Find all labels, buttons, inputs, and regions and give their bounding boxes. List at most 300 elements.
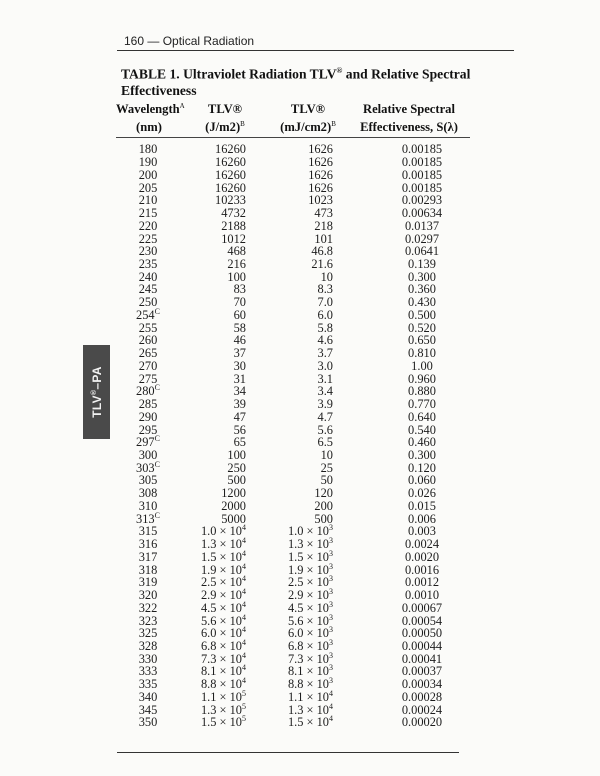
tlv-j-value: 10233 bbox=[215, 193, 246, 208]
wavelength-value: 270 bbox=[138, 358, 158, 373]
tlv-j-cell bbox=[182, 398, 268, 411]
tlv-mj-value: 8.1 × 10 bbox=[287, 664, 329, 679]
rse-value: 0.00185 bbox=[401, 180, 443, 195]
tlv-mj-value: 1626 bbox=[308, 142, 333, 157]
tlv-mj-value: 7.0 bbox=[317, 295, 333, 310]
tlv-j-exponent: 4 bbox=[242, 548, 246, 558]
wavelength-value: 265 bbox=[138, 346, 158, 361]
tlv-j-cell bbox=[182, 322, 268, 335]
wavelength-value: 254 bbox=[136, 307, 155, 322]
wavelength-cell bbox=[116, 716, 182, 729]
wavelength-value: 340 bbox=[138, 689, 158, 704]
side-tab-text: TLV bbox=[89, 395, 104, 418]
rse-value: 0.00028 bbox=[401, 689, 443, 704]
tlv-mj-value: 1.3 × 10 bbox=[287, 537, 329, 552]
tlv-mj-value: 10 bbox=[320, 269, 333, 284]
tlv-j-cell bbox=[182, 233, 268, 246]
tlv-mj-value: 218 bbox=[314, 218, 333, 233]
rse-value: 0.520 bbox=[408, 320, 436, 335]
tlv-mj-cell bbox=[268, 233, 348, 246]
tlv-j-cell bbox=[182, 271, 268, 284]
tlv-mj-value: 200 bbox=[314, 498, 333, 513]
tlv-mj-value: 6.0 bbox=[317, 307, 333, 322]
tlv-mj-cell bbox=[268, 138, 348, 156]
tlv-j-cell bbox=[182, 347, 268, 360]
header-line2: (nm) bbox=[136, 120, 162, 135]
rse-value: 0.00020 bbox=[401, 715, 443, 730]
wavelength-footnote: C bbox=[154, 434, 160, 444]
tlv-mj-value: 7.3 × 10 bbox=[287, 651, 329, 666]
tlv-j-cell bbox=[182, 385, 268, 398]
tlv-j-value: 46 bbox=[233, 333, 246, 348]
header-line2-sup: B bbox=[240, 120, 245, 129]
tlv-j-value: 56 bbox=[233, 422, 246, 437]
wavelength-value: 330 bbox=[138, 651, 158, 666]
wavelength-value: 320 bbox=[138, 588, 158, 603]
tlv-mj-value: 1.1 × 10 bbox=[287, 689, 329, 704]
tlv-j-cell bbox=[182, 462, 268, 475]
rse-value: 0.0641 bbox=[404, 244, 440, 259]
wavelength-value: 200 bbox=[138, 167, 158, 182]
tlv-mj-exponent: 3 bbox=[329, 586, 333, 596]
tlv-mj-exponent: 4 bbox=[329, 714, 333, 724]
tlv-mj-value: 3.9 bbox=[317, 397, 333, 412]
tlv-j-exponent: 4 bbox=[242, 625, 246, 635]
rse-value: 0.810 bbox=[408, 346, 436, 361]
rse-value: 0.640 bbox=[408, 409, 436, 424]
wavelength-value: 260 bbox=[138, 333, 158, 348]
tlv-j-cell bbox=[182, 138, 268, 156]
wavelength-value: 295 bbox=[138, 422, 158, 437]
wavelength-value: 297 bbox=[136, 435, 155, 450]
tlv-mj-cell bbox=[268, 296, 348, 309]
tlv-j-value: 5000 bbox=[221, 511, 246, 526]
tlv-j-value: 500 bbox=[227, 473, 246, 488]
header-line1: TLV® bbox=[290, 102, 326, 117]
tlv-j-value: 16260 bbox=[215, 142, 246, 157]
rse-value: 0.00185 bbox=[401, 155, 443, 170]
rse-value: 0.139 bbox=[408, 256, 436, 271]
rse-value: 0.00044 bbox=[401, 639, 443, 654]
header-line1: TLV® bbox=[207, 102, 243, 117]
tlv-mj-exponent: 3 bbox=[329, 574, 333, 584]
tlv-mj-value: 1626 bbox=[308, 180, 333, 195]
rse-value: 0.0024 bbox=[404, 537, 440, 552]
tlv-mj-value: 8.3 bbox=[317, 282, 333, 297]
rse-value: 0.00037 bbox=[401, 664, 443, 679]
table-row bbox=[116, 138, 470, 156]
tlv-mj-exponent: 4 bbox=[329, 688, 333, 698]
table-title-prefix: TABLE 1. Ultraviolet Radiation TLV bbox=[121, 66, 337, 82]
tlv-mj-value: 4.7 bbox=[317, 409, 333, 424]
tlv-mj-value: 120 bbox=[314, 486, 333, 501]
tlv-mj-exponent: 3 bbox=[329, 650, 333, 660]
tlv-j-value: 1.5 × 10 bbox=[200, 549, 242, 564]
tlv-j-exponent: 5 bbox=[242, 714, 246, 724]
rse-value: 0.006 bbox=[408, 511, 436, 526]
tlv-mj-cell bbox=[268, 322, 348, 335]
wavelength-value: 319 bbox=[138, 575, 158, 590]
tlv-mj-header bbox=[268, 99, 348, 138]
rse-value: 0.960 bbox=[408, 371, 436, 386]
header-rule bbox=[117, 50, 514, 51]
rse-value: 0.300 bbox=[408, 448, 436, 462]
tlv-mj-value: 1.0 × 10 bbox=[287, 524, 329, 539]
rse-value: 0.00185 bbox=[401, 167, 443, 182]
tlv-j-exponent: 4 bbox=[242, 574, 246, 584]
tlv-mj-value: 1.5 × 10 bbox=[287, 549, 329, 564]
tlv-mj-value: 3.1 bbox=[317, 371, 333, 386]
tlv-mj-cell bbox=[268, 449, 348, 462]
tlv-mj-cell bbox=[268, 271, 348, 284]
tlv-mj-cell bbox=[268, 360, 348, 373]
tlv-j-cell bbox=[182, 334, 268, 347]
rse-value: 0.0297 bbox=[404, 231, 440, 246]
tlv-mj-value: 21.6 bbox=[311, 256, 333, 271]
rse-cell bbox=[348, 138, 470, 156]
tlv-mj-exponent: 3 bbox=[329, 561, 333, 571]
tlv-mj-exponent: 3 bbox=[329, 523, 333, 533]
table-row bbox=[116, 716, 470, 729]
rse-value: 0.00293 bbox=[401, 193, 443, 208]
tlv-j-value: 58 bbox=[233, 320, 246, 335]
header-line2-sup: B bbox=[331, 120, 336, 129]
wavelength-value: 220 bbox=[138, 218, 158, 233]
running-head: 160 — Optical Radiation bbox=[124, 34, 255, 48]
tlv-j-value: 216 bbox=[227, 256, 246, 271]
tlv-j-value: 34 bbox=[233, 384, 246, 399]
wavelength-cell bbox=[116, 138, 182, 156]
wavelength-value: 303 bbox=[136, 460, 155, 475]
tlv-j-exponent: 4 bbox=[242, 536, 246, 546]
tlv-mj-value: 1626 bbox=[308, 167, 333, 182]
tlv-mj-exponent: 3 bbox=[329, 663, 333, 673]
tlv-j-value: 31 bbox=[233, 371, 246, 386]
tlv-mj-cell bbox=[268, 716, 348, 729]
rse-cell bbox=[348, 716, 470, 729]
rse-value: 0.015 bbox=[408, 498, 436, 513]
tlv-j-value: 6.8 × 10 bbox=[200, 639, 242, 654]
wavelength-value: 335 bbox=[138, 677, 158, 692]
wavelength-footnote: C bbox=[154, 510, 160, 520]
wavelength-footnote: C bbox=[154, 383, 160, 393]
tlv-mj-exponent: 3 bbox=[329, 548, 333, 558]
wavelength-footnote: C bbox=[154, 459, 160, 469]
tlv-j-value: 1.3 × 10 bbox=[200, 537, 242, 552]
tlv-mj-cell bbox=[268, 334, 348, 347]
tlv-mj-value: 1.9 × 10 bbox=[287, 562, 329, 577]
wavelength-value: 240 bbox=[138, 269, 158, 284]
tlv-mj-value: 1.5 × 10 bbox=[287, 715, 329, 730]
wavelength-value: 308 bbox=[138, 486, 158, 501]
tlv-j-exponent: 4 bbox=[242, 637, 246, 647]
tlv-j-exponent: 4 bbox=[242, 586, 246, 596]
tlv-mj-value: 2.9 × 10 bbox=[287, 588, 329, 603]
tlv-j-cell bbox=[182, 296, 268, 309]
rse-value: 0.460 bbox=[408, 435, 436, 450]
tlv-j-exponent: 5 bbox=[242, 688, 246, 698]
wavelength-value: 323 bbox=[138, 613, 158, 628]
tlv-mj-cell bbox=[268, 385, 348, 398]
wavelength-value: 345 bbox=[138, 702, 158, 717]
tlv-j-exponent: 4 bbox=[242, 676, 246, 686]
tlv-mj-cell bbox=[268, 398, 348, 411]
tlv-j-exponent: 4 bbox=[242, 523, 246, 533]
tlv-j-value: 47 bbox=[233, 409, 246, 424]
tlv-mj-exponent: 4 bbox=[329, 701, 333, 711]
tlv-mj-cell bbox=[268, 373, 348, 386]
header-line1-sup: A bbox=[179, 102, 185, 110]
tlv-j-value: 2.9 × 10 bbox=[200, 588, 242, 603]
rse-value: 0.770 bbox=[408, 397, 436, 412]
tlv-mj-cell bbox=[268, 347, 348, 360]
tlv-mj-value: 1.3 × 10 bbox=[287, 702, 329, 717]
wavelength-footnote: C bbox=[154, 306, 160, 316]
section-side-tab bbox=[83, 345, 110, 439]
tlv-mj-value: 46.8 bbox=[311, 244, 333, 259]
tlv-j-exponent: 4 bbox=[242, 561, 246, 571]
tlv-j-cell bbox=[182, 309, 268, 322]
wavelength-value: 245 bbox=[138, 282, 158, 297]
tlv-j-value: 37 bbox=[233, 346, 246, 361]
tlv-mj-exponent: 3 bbox=[329, 536, 333, 546]
tlv-mj-exponent: 3 bbox=[329, 637, 333, 647]
rse-value: 0.00050 bbox=[401, 626, 443, 641]
tlv-mj-cell bbox=[268, 245, 348, 258]
wavelength-value: 315 bbox=[138, 524, 158, 539]
tlv-mj-exponent: 3 bbox=[329, 599, 333, 609]
wavelength-value: 322 bbox=[138, 600, 158, 615]
rse-value: 0.00024 bbox=[401, 702, 443, 717]
tlv-mj-value: 6.0 × 10 bbox=[287, 626, 329, 641]
tlv-j-value: 4732 bbox=[221, 206, 246, 221]
tlv-j-value: 4.5 × 10 bbox=[200, 600, 242, 615]
tlv-mj-cell bbox=[268, 411, 348, 424]
header-line2: (mJ/cm2) bbox=[280, 120, 332, 135]
side-tab-sup: ® bbox=[90, 389, 98, 396]
tlv-mj-value: 2.5 × 10 bbox=[287, 575, 329, 590]
rse-cell bbox=[348, 347, 470, 360]
rse-value: 0.00034 bbox=[401, 677, 443, 692]
tlv-mj-cell bbox=[268, 309, 348, 322]
wavelength-value: 250 bbox=[138, 295, 158, 310]
wavelength-value: 317 bbox=[138, 549, 158, 564]
rse-value: 0.00185 bbox=[401, 142, 443, 157]
tlv-j-value: 1.9 × 10 bbox=[200, 562, 242, 577]
rse-value: 0.120 bbox=[408, 460, 436, 475]
tlv-j-value: 250 bbox=[227, 460, 246, 475]
tlv-j-value: 8.8 × 10 bbox=[200, 677, 242, 692]
rse-value: 0.00054 bbox=[401, 613, 443, 628]
tlv-mj-value: 1626 bbox=[308, 155, 333, 170]
tlv-j-value: 83 bbox=[233, 282, 246, 297]
tlv-j-cell bbox=[182, 258, 268, 271]
tlv-j-value: 100 bbox=[227, 269, 246, 284]
wavelength-value: 313 bbox=[136, 511, 155, 526]
tlv-j-cell bbox=[182, 411, 268, 424]
tlv-j-cell bbox=[182, 283, 268, 296]
tlv-j-exponent: 4 bbox=[242, 650, 246, 660]
tlv-j-value: 468 bbox=[227, 244, 246, 259]
rse-value: 0.500 bbox=[408, 307, 436, 322]
wavelength-value: 305 bbox=[138, 473, 158, 488]
tlv-mj-cell bbox=[268, 436, 348, 449]
rse-value: 0.060 bbox=[408, 473, 436, 488]
rse-value: 0.00634 bbox=[401, 206, 443, 221]
tlv-mj-value: 1023 bbox=[308, 193, 333, 208]
tlv-mj-exponent: 3 bbox=[329, 676, 333, 686]
data-table bbox=[116, 99, 470, 729]
tlv-mj-cell bbox=[268, 487, 348, 500]
tlv-j-exponent: 4 bbox=[242, 612, 246, 622]
side-tab-suffix: –PA bbox=[89, 366, 104, 390]
rse-value: 0.00067 bbox=[401, 600, 443, 615]
tlv-j-cell bbox=[182, 436, 268, 449]
rse-value: 0.300 bbox=[408, 269, 436, 284]
tlv-j-value: 2188 bbox=[221, 218, 246, 233]
tlv-j-value: 65 bbox=[233, 435, 246, 450]
tlv-mj-exponent: 3 bbox=[329, 612, 333, 622]
tlv-mj-cell bbox=[268, 474, 348, 487]
wavelength-value: 235 bbox=[138, 256, 158, 271]
tlv-mj-value: 5.6 bbox=[317, 422, 333, 437]
tlv-mj-value: 3.7 bbox=[317, 346, 333, 361]
tlv-j-cell bbox=[182, 373, 268, 386]
wavelength-value: 180 bbox=[138, 142, 158, 157]
tlv-mj-value: 101 bbox=[314, 231, 333, 246]
wavelength-value: 275 bbox=[138, 371, 158, 386]
wavelength-value: 230 bbox=[138, 244, 158, 259]
table-title-suffix: and Relative Spectral Effectiveness bbox=[121, 66, 471, 98]
tlv-j-value: 70 bbox=[233, 295, 246, 310]
tlv-j-cell bbox=[182, 716, 268, 729]
tlv-j-value: 16260 bbox=[215, 167, 246, 182]
wavelength-value: 290 bbox=[138, 409, 158, 424]
tlv-j-cell bbox=[182, 449, 268, 462]
wavelength-value: 333 bbox=[138, 664, 158, 679]
tlv-j-value: 5.6 × 10 bbox=[200, 613, 242, 628]
tlv-j-value: 1.0 × 10 bbox=[200, 524, 242, 539]
tlv-j-value: 100 bbox=[227, 448, 246, 462]
bottom-rule bbox=[117, 752, 459, 753]
wavelength-value: 350 bbox=[138, 715, 158, 730]
tlv-j-cell bbox=[182, 245, 268, 258]
rse-value: 1.00 bbox=[411, 358, 433, 373]
tlv-mj-value: 473 bbox=[314, 206, 333, 221]
wavelength-header bbox=[116, 99, 185, 138]
side-tab-label bbox=[90, 366, 104, 418]
header-line1: Wavelength bbox=[116, 102, 180, 117]
rse-value: 0.880 bbox=[408, 384, 436, 399]
tlv-j-value: 16260 bbox=[215, 155, 246, 170]
rse-value: 0.540 bbox=[408, 422, 436, 437]
rse-value: 0.026 bbox=[408, 486, 436, 501]
tlv-j-value: 7.3 × 10 bbox=[200, 651, 242, 666]
wavelength-value: 325 bbox=[138, 626, 158, 641]
rse-value: 0.430 bbox=[408, 295, 436, 310]
tlv-j-value: 6.0 × 10 bbox=[200, 626, 242, 641]
tlv-j-value: 1012 bbox=[221, 231, 246, 246]
tlv-j-value: 2000 bbox=[221, 498, 246, 513]
rse-value: 0.0137 bbox=[404, 218, 440, 233]
tlv-mj-cell bbox=[268, 283, 348, 296]
rse-value: 0.0010 bbox=[404, 588, 440, 603]
tlv-j-cell bbox=[182, 424, 268, 437]
wavelength-value: 316 bbox=[138, 537, 158, 552]
uv-tlv-table bbox=[116, 99, 470, 729]
tlv-mj-value: 4.6 bbox=[317, 333, 333, 348]
tlv-mj-value: 50 bbox=[320, 473, 333, 488]
tlv-j-exponent: 4 bbox=[242, 663, 246, 673]
tlv-mj-cell bbox=[268, 462, 348, 475]
table-title-sup: ® bbox=[336, 66, 343, 75]
header-line2: Effectiveness, S(λ) bbox=[360, 120, 458, 135]
rse-value: 0.0012 bbox=[404, 575, 440, 590]
tlv-mj-value: 10 bbox=[320, 448, 333, 462]
wavelength-value: 285 bbox=[138, 397, 158, 412]
tlv-j-value: 30 bbox=[233, 358, 246, 373]
tlv-mj-cell bbox=[268, 194, 348, 207]
header-line2: (J/m2) bbox=[205, 120, 241, 135]
rse-value: 0.360 bbox=[408, 282, 436, 297]
tlv-j-exponent: 5 bbox=[242, 701, 246, 711]
wavelength-value: 210 bbox=[138, 193, 158, 208]
wavelength-value: 190 bbox=[138, 155, 158, 170]
tlv-j-exponent: 4 bbox=[242, 599, 246, 609]
wavelength-value: 310 bbox=[138, 498, 158, 513]
table-body bbox=[116, 138, 470, 729]
tlv-j-cell bbox=[182, 360, 268, 373]
tlv-j-value: 1.1 × 10 bbox=[200, 689, 242, 704]
tlv-j-value: 39 bbox=[233, 397, 246, 412]
wavelength-value: 215 bbox=[138, 206, 158, 221]
tlv-mj-cell bbox=[268, 258, 348, 271]
wavelength-value: 255 bbox=[138, 320, 158, 335]
wavelength-value: 280 bbox=[136, 384, 155, 399]
tlv-mj-value: 25 bbox=[320, 460, 333, 475]
rse-value: 0.0016 bbox=[404, 562, 440, 577]
table-title bbox=[121, 63, 501, 99]
tlv-j-value: 8.1 × 10 bbox=[200, 664, 242, 679]
tlv-j-value: 16260 bbox=[215, 180, 246, 195]
tlv-mj-cell bbox=[268, 424, 348, 437]
tlv-mj-value: 3.0 bbox=[317, 358, 333, 373]
tlv-j-value: 1200 bbox=[221, 486, 246, 501]
wavelength-value: 205 bbox=[138, 180, 158, 195]
rse-value: 0.00041 bbox=[401, 651, 443, 666]
wavelength-value: 318 bbox=[138, 562, 158, 577]
tlv-j-value: 1.3 × 10 bbox=[200, 702, 242, 717]
tlv-mj-exponent: 3 bbox=[329, 625, 333, 635]
header-line1: Relative Spectral bbox=[363, 102, 455, 117]
tlv-mj-value: 4.5 × 10 bbox=[287, 600, 329, 615]
tlv-j-header bbox=[179, 99, 268, 138]
tlv-mj-value: 5.6 × 10 bbox=[287, 613, 329, 628]
wavelength-value: 300 bbox=[138, 448, 158, 462]
tlv-j-value: 1.5 × 10 bbox=[200, 715, 242, 730]
tlv-mj-value: 500 bbox=[314, 511, 333, 526]
tlv-mj-value: 5.8 bbox=[317, 320, 333, 335]
tlv-mj-cell bbox=[268, 500, 348, 513]
wavelength-value: 328 bbox=[138, 639, 158, 654]
tlv-mj-cell bbox=[268, 220, 348, 233]
wavelength-value: 225 bbox=[138, 231, 158, 246]
tlv-j-value: 60 bbox=[233, 307, 246, 322]
rse-value: 0.0020 bbox=[404, 549, 440, 564]
tlv-mj-value: 6.5 bbox=[317, 435, 333, 450]
table-header-row bbox=[116, 99, 470, 138]
tlv-mj-value: 6.8 × 10 bbox=[287, 639, 329, 654]
